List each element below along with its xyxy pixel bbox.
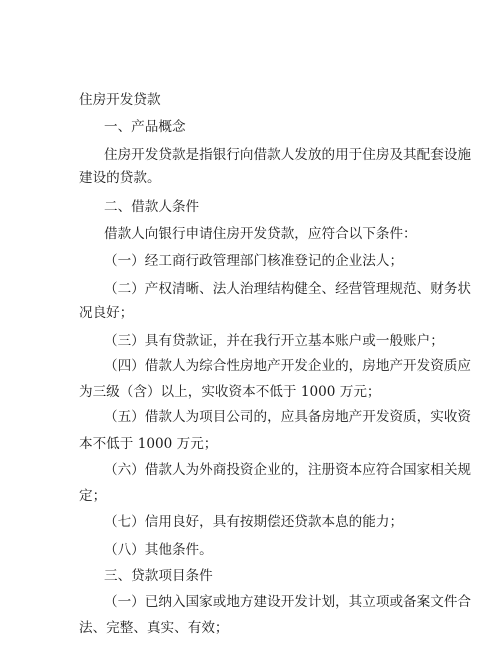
list-item: （五）借款人为项目公司的，应具备房地产开发资质，实收资 [104, 409, 472, 425]
list-item: （六）借款人为外商投资企业的，注册资本应符合国家相关规 [104, 462, 472, 478]
section-heading-project-conditions: 三、贷款项目条件 [104, 568, 213, 584]
section-heading-borrower-conditions: 二、借款人条件 [104, 199, 200, 215]
list-item: （四）借款人为综合性房地产开发企业的，房地产开发资质应 [104, 358, 472, 374]
paragraph-line: 借款人向银行申请住房开发贷款，应符合以下条件： [104, 226, 417, 242]
list-item: （七）信用良好，具有按期偿还贷款本息的能力； [104, 514, 404, 530]
list-item: （三）具有贷款证，并在我行开立基本账户或一般账户； [104, 333, 444, 349]
list-item: （八）其他条件。 [104, 542, 213, 558]
document-title: 住房开发贷款 [79, 92, 161, 108]
list-item: （一）经工商行政管理部门核准登记的企业法人； [104, 253, 404, 269]
section-heading-product-concept: 一、产品概念 [104, 119, 186, 135]
list-item-continuation: 本不低于 1000 万元； [79, 436, 218, 452]
list-item-continuation: 定； [79, 488, 107, 504]
list-item: （二）产权清晰、法人治理结构健全、经营管理规范、财务状 [104, 281, 472, 297]
list-item-continuation: 为三级（含）以上，实收资本不低于 1000 万元； [79, 384, 381, 400]
list-item: （一）已纳入国家或地方建设开发计划，其立项或备案文件合 [104, 594, 472, 610]
paragraph-line: 住房开发贷款是指银行向借款人发放的用于住房及其配套设施 [104, 147, 472, 163]
list-item-continuation: 况良好； [79, 305, 134, 321]
list-item-continuation: 法、完整、真实、有效； [79, 620, 229, 636]
paragraph-line: 建设的贷款。 [79, 170, 161, 186]
